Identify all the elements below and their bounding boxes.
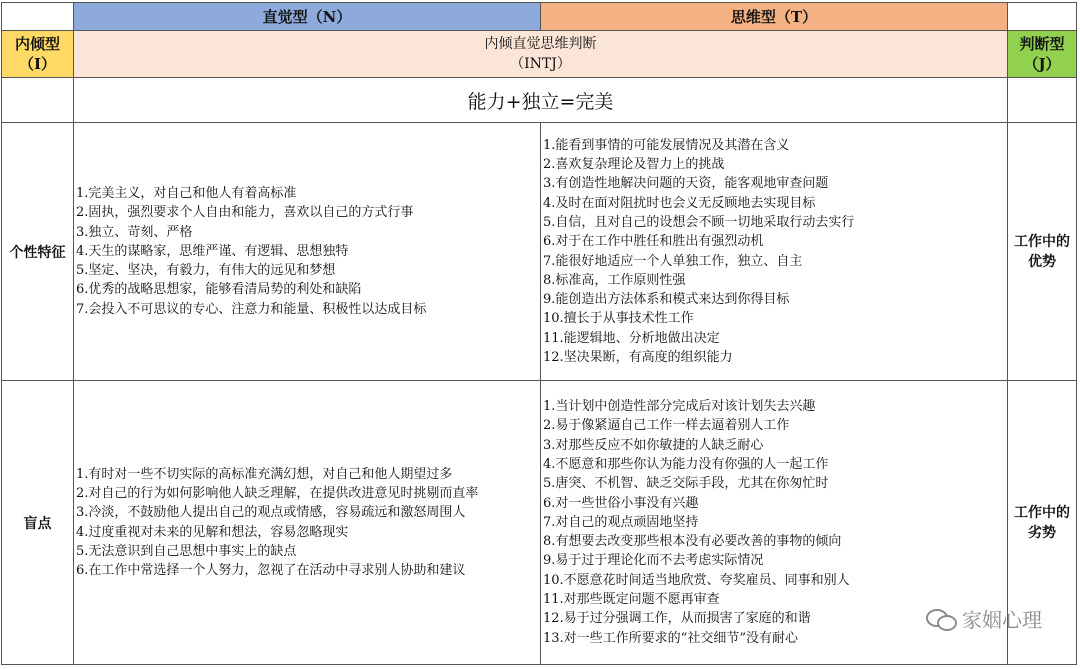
judging-label-line1: 判断型 — [1019, 35, 1065, 53]
introvert-label-line2: （I） — [18, 55, 57, 73]
motto-left-blank — [2, 78, 74, 123]
list-item: 5.坚定、坚决，有毅力，有伟大的远见和梦想 — [76, 263, 336, 279]
list-item: 1.有时对一些不切实际的高标准充满幻想，对自己和他人期望过多 — [76, 466, 453, 482]
list-item: 9.易于过于理论化而不去考虑实际情况 — [543, 553, 764, 569]
introvert-label-line1: 内倾型 — [14, 35, 60, 53]
list-item: 12.坚决果断，有高度的组织能力 — [543, 349, 733, 365]
list-item: 10.擅长于从事技术性工作 — [543, 311, 694, 327]
list-item: 2.固执，强烈要求个人自由和能力，喜欢以自己的方式行事 — [76, 205, 414, 221]
header-intuitive: 直觉型（N） — [74, 3, 541, 31]
list-item: 4.及时在面对阻扰时也会义无反顾地去实现目标 — [543, 195, 816, 211]
type-title-line1: 内倾直觉思维判断 — [484, 36, 597, 52]
weaknesses-label-line1: 工作中的 — [1014, 504, 1070, 521]
introvert-label — [2, 31, 74, 78]
header-thinking: 思维型（T） — [541, 3, 1008, 31]
strengths-label — [1008, 123, 1077, 381]
list-item: 8.有想要去改变那些根本没有必要改善的事物的倾向 — [543, 534, 842, 550]
strengths-label-line2: 优势 — [1028, 253, 1056, 270]
list-item: 11.能逻辑地、分析地做出决定 — [543, 330, 720, 346]
list-item: 3.有创造性地解决问题的天资，能客观地审查问题 — [543, 176, 829, 192]
blindspots-left-list — [74, 381, 541, 665]
list-item: 5.无法意识到自己思想中事实上的缺点 — [76, 543, 297, 559]
list-item: 4.不愿意和那些你认为能力没有你强的人一起工作 — [543, 456, 829, 472]
wechat-icon — [926, 607, 956, 631]
list-item: 1.完美主义，对自己和他人有着高标准 — [76, 185, 297, 201]
list-item: 1.能看到事情的可能发展情况及其潜在含义 — [543, 137, 790, 153]
list-item: 13.对一些工作所要求的“社交细节”没有耐心 — [543, 630, 798, 646]
judging-label — [1008, 31, 1077, 78]
list-item: 1.当计划中创造性部分完成后对该计划失去兴趣 — [543, 399, 816, 415]
list-item: 4.天生的谋略家，思维严谨、有逻辑、思想独特 — [76, 243, 349, 259]
list-item: 3.独立、苛刻、严格 — [76, 224, 193, 240]
list-item: 2.喜欢复杂理论及智力上的挑战 — [543, 157, 725, 173]
motto-right-blank — [1008, 78, 1077, 123]
list-item: 7.会投入不可思议的专心、注意力和能量、积极性以达成目标 — [76, 301, 427, 317]
list-item: 12.易于过分强调工作，从而损害了家庭的和谐 — [543, 611, 811, 627]
list-item: 11.对那些既定问题不愿再审查 — [543, 592, 720, 608]
list-item: 2.对自己的行为如何影响他人缺乏理解，在提供改进意见时挑剔而直率 — [76, 485, 479, 501]
blindspots-label: 盲点 — [2, 381, 74, 665]
list-item: 3.对那些反应不如你敏捷的人缺乏耐心 — [543, 437, 764, 453]
list-item: 4.过度重视对未来的见解和想法，容易忽略现实 — [76, 524, 349, 540]
judging-label-line2: （J） — [1023, 55, 1061, 73]
corner-cell-right — [1008, 3, 1077, 31]
traits-left-list — [74, 123, 541, 381]
type-title-line2: （INTJ） — [510, 56, 571, 72]
list-item: 8.标准高，工作原则性强 — [543, 272, 686, 288]
list-item: 2.易于像紧逼自己工作一样去逼着别人工作 — [543, 418, 790, 434]
type-title — [74, 31, 1008, 78]
list-item: 7.对自己的观点顽固地坚持 — [543, 514, 699, 530]
list-item: 6.对一些世俗小事没有兴趣 — [543, 495, 699, 511]
list-item: 10.不愿意花时间适当地欣赏、夸奖雇员、同事和别人 — [543, 572, 850, 588]
list-item: 6.优秀的战略思想家，能够看清局势的利处和缺陷 — [76, 282, 362, 298]
list-item: 9.能创造出方法体系和模式来达到你得目标 — [543, 292, 790, 308]
watermark — [926, 604, 1042, 633]
corner-cell — [2, 3, 74, 31]
list-item: 5.自信，且对自己的设想会不顾一切地采取行动去实行 — [543, 214, 855, 230]
traits-label: 个性特征 — [2, 123, 74, 381]
list-item: 7.能很好地适应一个人单独工作，独立、自主 — [543, 253, 803, 269]
traits-right-list — [541, 123, 1008, 381]
weaknesses-label-line2: 劣势 — [1028, 524, 1056, 541]
list-item: 6.在工作中常选择一个人努力，忽视了在活动中寻求别人协助和建议 — [76, 563, 466, 579]
motto: 能力+独立=完美 — [74, 78, 1008, 123]
watermark-text: 家姻心理 — [962, 608, 1042, 632]
intj-table — [1, 2, 1077, 665]
list-item: 6.对于在工作中胜任和胜出有强烈动机 — [543, 234, 764, 250]
list-item: 3.冷淡，不鼓励他人提出自己的观点或情感，容易疏远和激怒周围人 — [76, 505, 466, 521]
list-item: 5.唐突、不机智、缺乏交际手段，尤其在你匆忙时 — [543, 476, 829, 492]
strengths-label-line1: 工作中的 — [1014, 233, 1070, 250]
